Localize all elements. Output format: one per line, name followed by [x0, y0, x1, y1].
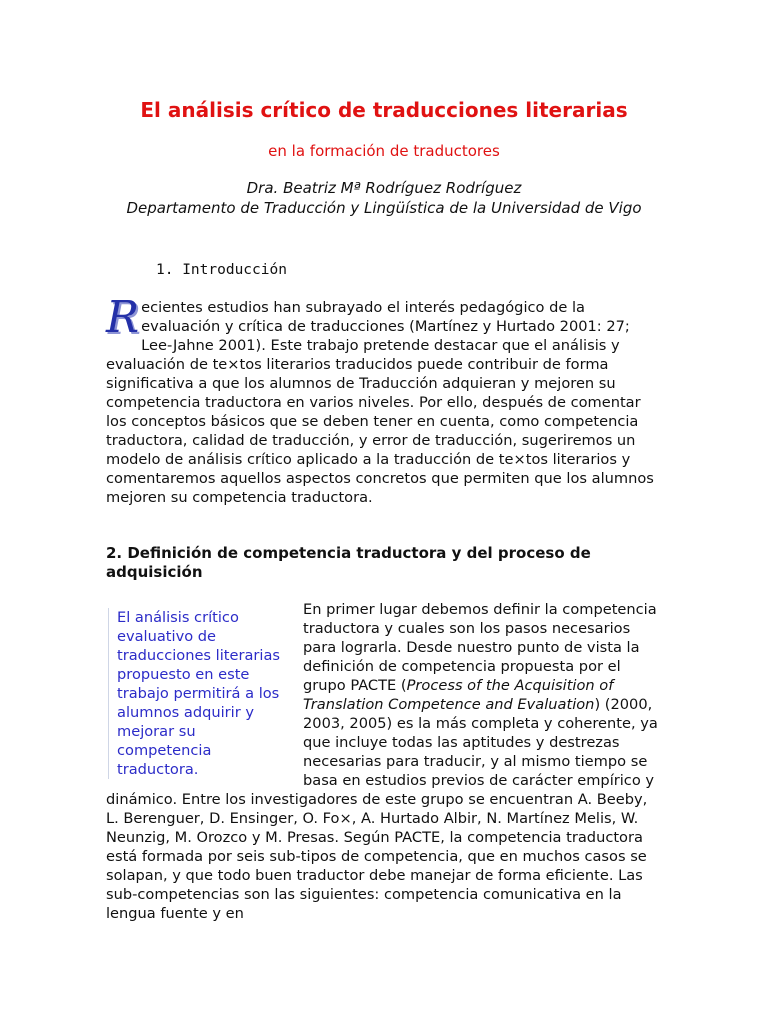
section-2-text-before: En primer lugar debemos definir la competencia traductora y cuales son los pasos necesarios para lograrla. Desde nuestro punto de vista la definición de competencia propuesta por el grupo PACTE (: [303, 601, 657, 694]
document-title: El análisis crítico de traducciones literarias: [140, 98, 628, 122]
document-subtitle: en la formación de traductores: [268, 142, 500, 160]
author-affiliation: Departamento de Traducción y Lingüística de la Universidad de Vigo: [126, 199, 642, 217]
author-name: Dra. Beatriz Mª Rodríguez Rodríguez: [246, 179, 522, 197]
section-1-heading: 1. Introducción: [156, 262, 287, 278]
author-block: [0, 178, 768, 218]
section-2-paragraph: [106, 600, 662, 923]
section-2-text-after: ) (2000, 2003, 2005) es la más completa y coherente, ya que incluye todas las aptitudes y destrezas necesarias para traducir, y al mismo tiempo se basa en estudios previos de carácter empírico y dinámico. Entre los investigadores de este grupo se encuentran A. Beeby, L. Berenguer, D. Ensinger, O. Fo×, A. Hurtado Albir, N. Martínez Melis, W. Neunzig, M. Orozco y M. Presas. Según PACTE, la competencia traductora está formada por seis sub-tipos de competencia, que en muchos casos se solapan, y que todo buen traductor debe manejar de forma eficiente. Las sub-competencias son las siguientes: competencia comunicativa en la lengua fuente y en: [106, 696, 658, 922]
dropcap-letter: R: [106, 292, 140, 343]
pacte-title-italic: Process of the Acquisition of Translation Competence and Evaluation: [303, 677, 614, 713]
section-1-text: ecientes estudios han subrayado el interés pedagógico de la evaluación y crítica de traducciones (Martínez y Hurtado 2001: 27; Lee-Jahne 2001). Este trabajo pretende destacar que el análisis y evaluación de te×tos literarios traducidos puede contribuir de forma significativa a que los alumnos de Traducción adquieran y mejoren su competencia traductora en varios niveles. Por ello, después de comentar los conceptos básicos que se deben tener en cuenta, como competencia traductora, calidad de traducción, y error de traducción, sugeriremos un modelo de análisis crítico aplicado a la traducción de te×tos literarios y comentaremos aquellos aspectos concretos que permiten que los alumnos mejoren su competencia traductora.: [106, 299, 654, 506]
pull-quote: El análisis crítico evaluativo de traducciones literarias propuesto en este trabajo permitirá a los alumnos adquirir y mejorar su competencia traductora.: [108, 608, 289, 779]
section-1-paragraph: [106, 292, 662, 507]
section-2-heading: 2. Definición de competencia traductora y del proceso de adquisición: [106, 544, 591, 581]
